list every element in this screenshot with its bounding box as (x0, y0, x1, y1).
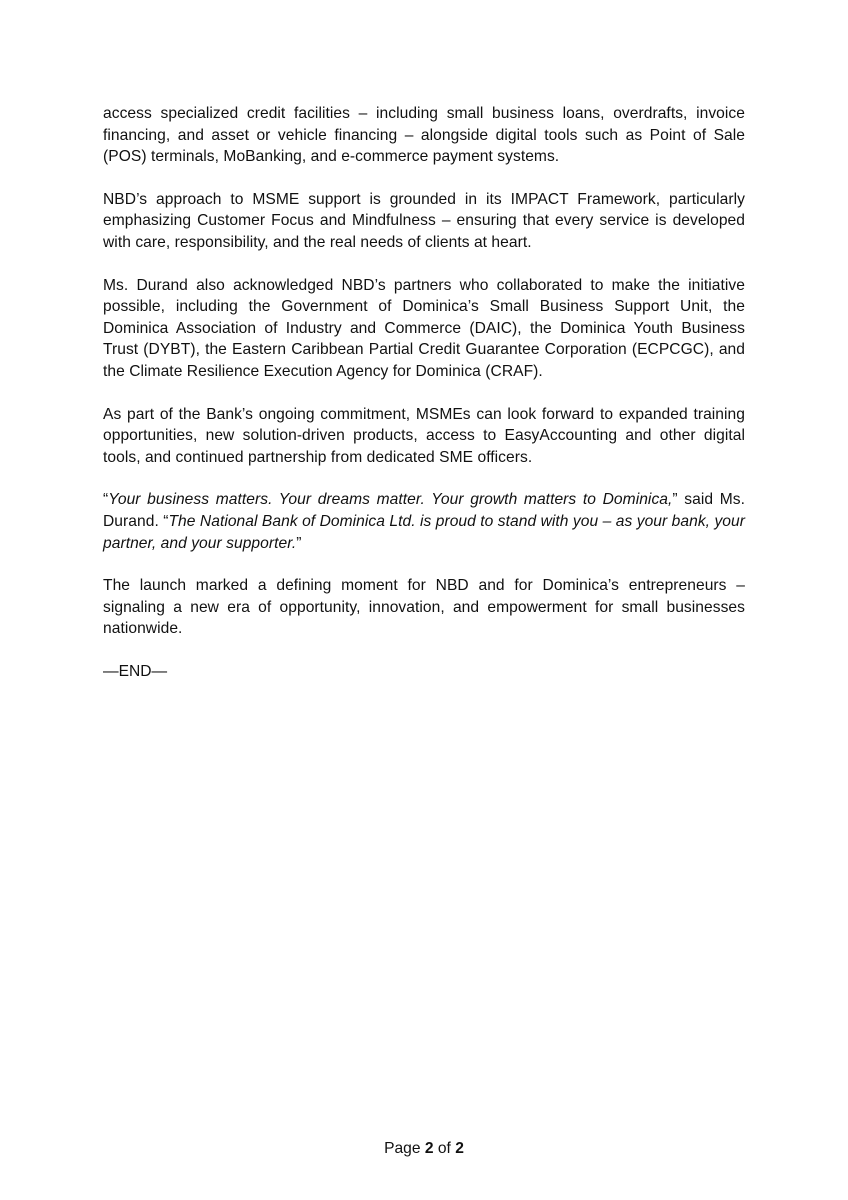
end-marker: —END— (103, 662, 168, 680)
quote-close-mark-2: ” (296, 534, 302, 552)
body-paragraph-partners: Ms. Durand also acknowledged NBD’s partners who collaborated to make the initiative possible, including the Government of Dominica’s Small Business Support Unit, the Dominica Association of Industry and Commerce (DAIC), the Dominica Youth Business Trust (DYBT), the Eastern Caribbean Partial Credit Guarantee Corporation (ECPCGC), and the Climate Resilience Execution Agency for Dominica (CRAF). (103, 276, 745, 380)
quote-open-mark: “ (103, 491, 109, 509)
quote-open-mark-2: “ (163, 512, 169, 530)
of-label: of (433, 1140, 456, 1157)
quote-close-mark: ” (672, 491, 678, 509)
body-paragraph-commitment: As part of the Bank’s ongoing commitment, MSMEs can look forward to expanded training opportunities, new solution-driven products, access to EasyAccounting and other digital tools, and continued partnership from dedicated SME officers. (103, 405, 745, 466)
body-paragraph-credit-facilities: access specialized credit facilities – including small business loans, overdrafts, invoice financing, and asset or vehicle financing – alongside digital tools such as Point of Sale (POS) terminals, MoBanking, and e-commerce payment systems. (103, 105, 745, 166)
closing-paragraph: The launch marked a defining moment for NBD and for Dominica’s entrepreneurs – signaling a new era of opportunity, innovation, and empowerment for small businesses nationwide. (103, 577, 745, 638)
quote-part-2: The National Bank of Dominica Ltd. is proud to stand with you – as your bank, your partner, and your supporter. (103, 512, 745, 552)
document-body (103, 103, 745, 682)
body-paragraph-impact-framework: NBD’s approach to MSME support is grounded in its IMPACT Framework, particularly emphasizing Customer Focus and Mindfulness – ensuring that every service is developed with care, responsibility, and the real needs of clients at heart. (103, 190, 745, 251)
total-pages-number: 2 (455, 1140, 464, 1157)
page-number-footer (0, 1139, 848, 1159)
quote-paragraph (103, 489, 745, 554)
current-page-number: 2 (424, 1140, 434, 1157)
quote-part-1: Your business matters. Your dreams matter. Your growth matters to Dominica, (108, 491, 673, 509)
quote-attribution: said Ms. Durand. (103, 491, 745, 530)
page-label: Page (384, 1140, 425, 1157)
